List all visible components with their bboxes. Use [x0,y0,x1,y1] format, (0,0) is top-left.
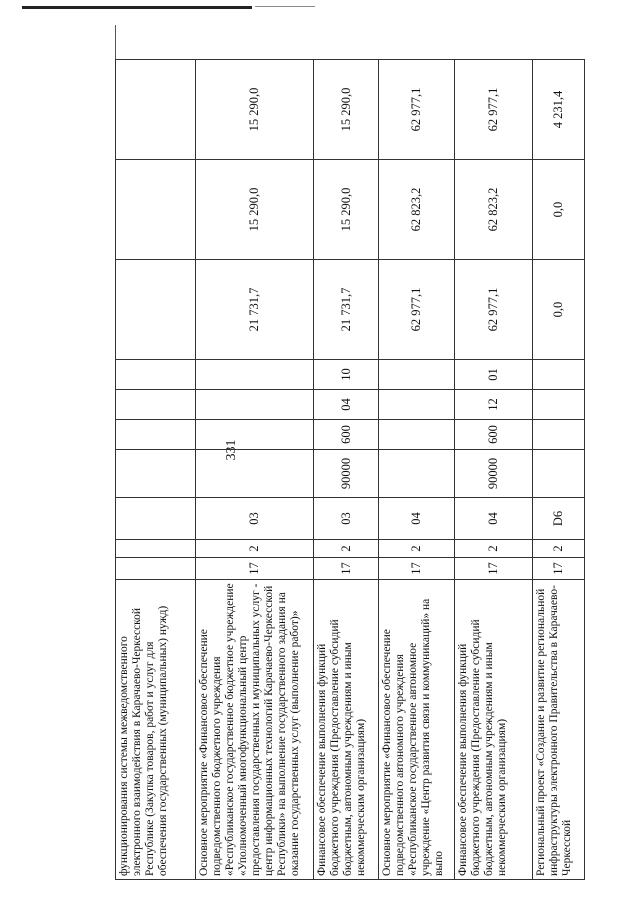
cell-c3: 03 [196,498,314,540]
rotated-table-container [115,60,585,880]
table-row [454,60,532,880]
table-row [532,60,584,880]
cell-v2021: 15 290,0 [314,60,379,160]
cell-c6 [532,390,584,420]
cell-c7 [116,360,196,390]
cell-c5 [116,420,196,450]
cell-v2020 [116,160,196,260]
cell-c2 [116,540,196,558]
table-body [116,60,585,880]
cell-c4 [116,450,196,498]
cell-c2: 2 [196,540,314,558]
scan-artifact-line [255,6,315,7]
cell-description: функционирования системы межведомственного электронного взаимодействия в Карачаево-Черкесской Республике (Закупка товаров, работ и услуг для обеспечения государственных (муниципальных) нужд) [116,580,196,880]
cell-c3: 03 [314,498,379,540]
table-row [379,60,455,880]
cell-c6: 04 [314,390,379,420]
cell-v2020: 15 290,0 [314,160,379,260]
cell-c1: 17 [379,558,455,580]
cell-c7 [196,360,314,390]
cell-c7: 01 [454,360,532,390]
cell-c2: 2 [379,540,455,558]
cell-description: Финансовое обеспечение выполнения функций бюджетного учреждения (Предоставление субсидий бюджетным, автономным учреждениям и иным некоммерческим организациям) [454,580,532,880]
cell-c1: 17 [196,558,314,580]
cell-c4 [379,450,455,498]
cell-c7: 10 [314,360,379,390]
cell-c4 [196,450,314,498]
cell-c6 [116,390,196,420]
cell-c7 [532,360,584,390]
scan-artifact-bar [22,6,252,9]
cell-description: Финансовое обеспечение выполнения функций бюджетного учреждения (Предоставление субсидий бюджетным, автономным учреждениям и иным некоммерческим организациям) [314,580,379,880]
cell-v2020: 0,0 [532,160,584,260]
cell-v2019: 0,0 [532,260,584,360]
table-row [314,60,379,880]
cell-c4 [532,450,584,498]
cell-c5 [532,420,584,450]
cell-c2: 2 [532,540,584,558]
cell-c6 [379,390,455,420]
cell-c3: 04 [379,498,455,540]
cell-c4: 90000 [454,450,532,498]
cell-v2021: 4 231,4 [532,60,584,160]
cell-c5: 600 [454,420,532,450]
cell-v2021: 15 290,0 [196,60,314,160]
cell-v2019: 62 977,1 [379,260,455,360]
cell-c4: 90000 [314,450,379,498]
budget-table [115,59,585,880]
cell-c6 [196,390,314,420]
cell-c5 [379,420,455,450]
cell-c6: 12 [454,390,532,420]
page-number: 331 [224,439,239,461]
cell-c1: 17 [532,558,584,580]
cell-c3 [116,498,196,540]
cell-c2: 2 [454,540,532,558]
cell-v2019: 62 977,1 [454,260,532,360]
cell-v2021: 62 977,1 [454,60,532,160]
cell-c2: 2 [314,540,379,558]
cell-v2020: 62 823,2 [454,160,532,260]
cell-v2019: 21 731,7 [314,260,379,360]
cell-c1 [116,558,196,580]
cell-v2019 [116,260,196,360]
cell-c1: 17 [454,558,532,580]
cell-c3: 04 [454,498,532,540]
table-row [196,60,314,880]
cell-c7 [379,360,455,390]
cell-v2021 [116,60,196,160]
cell-description: Основное мероприятие «Финансовое обеспечение подведомственного бюджетного учреждения «Республиканское государственное бюджетное учреждение «Уполномоченный многофункциональный центр предоставления государственных и муниципальных услуг - центр информационных технологий Карачаево-Черкесской Республики» на выполнение государственного задания на оказание государственных услуг (выполнение работ)» [196,580,314,880]
cell-description: Региональный проект «Создание и развитие региональной инфраструктуры электронного Правительства в Карачаево-Черкесской [532,580,584,880]
cell-c3: D6 [532,498,584,540]
cell-v2019: 21 731,7 [196,260,314,360]
cell-c1: 17 [314,558,379,580]
cell-v2020: 15 290,0 [196,160,314,260]
cell-v2020: 62 823,2 [379,160,455,260]
cell-c5: 600 [314,420,379,450]
cell-c5 [196,420,314,450]
cell-v2021: 62 977,1 [379,60,455,160]
cell-description: Основное мероприятие «Финансовое обеспечение подведомственного автономного учреждения «Республиканское государственное автономное учреждение «Центр развития связи и коммуникаций» на выпо [379,580,455,880]
table-row [116,60,196,880]
